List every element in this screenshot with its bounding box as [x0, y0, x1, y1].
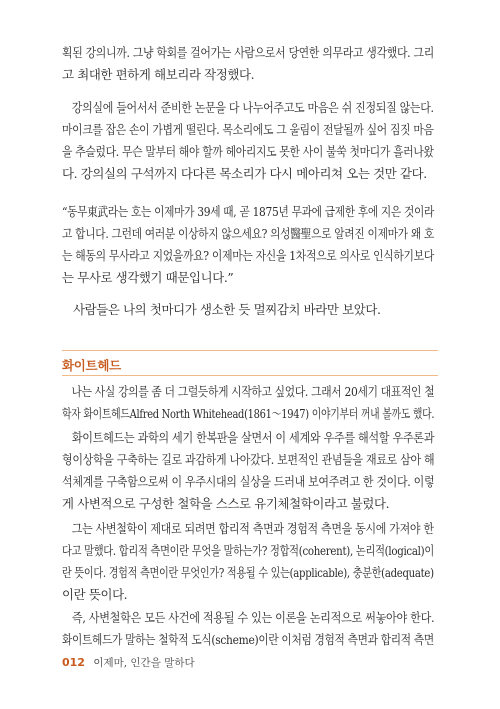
section-title: 화이트헤드 — [62, 358, 121, 373]
page-number: 012 — [62, 656, 85, 669]
text-line: 강의실에 들어서서 준비한 논문을 다 나누어주고도 마음은 쉬 진정되질 않는다. — [71, 100, 434, 115]
text-line: 화이트헤드가 말하는 철학적 도식(scheme)이란 이처럼 경험적 측면과 합리적 측면 — [62, 632, 434, 647]
paragraph-scheme — [62, 607, 434, 651]
text-line: 다고 말했다. 합리적 측면이란 무엇을 말하는가? 정합적(coherent), 논리적(logical)이 — [62, 543, 434, 558]
text-line: 형이상학을 구축하는 길로 과감하게 나아갔다. 보편적인 관념들을 재료로 삼아 해 — [62, 452, 435, 467]
text-line: 화이트헤드는 과학의 세기 한복판을 살면서 이 세계와 우주를 해석할 우주론과 — [71, 430, 435, 445]
text-line: 마이크를 잡은 손이 가볍게 떨린다. 목소리에도 그 울림이 전달될까 싶어 짐짓 마음 — [62, 122, 434, 137]
paragraph-lecture-room — [62, 97, 434, 185]
text-line: 나는 사실 강의를 좀 더 그럴듯하게 시작하고 싶었다. 그래서 20세기 대표적인 철 — [71, 384, 435, 399]
text-line: 그는 사변철학이 제대로 되려면 합리적 측면과 경험적 측면을 동시에 가져야 한 — [71, 521, 434, 536]
quote-block — [62, 201, 434, 289]
text-line: 고 합니다. 그런데 여러분 이상하지 않으세요? 의성醫聖으로 알려진 이제마가 왜 호 — [62, 226, 435, 241]
text-line: 을 추슬렀다. 무슨 말부터 해야 할까 헤아리지도 못한 사이 불쑥 첫마디가 흘러나왔 — [62, 144, 434, 159]
paragraph-whitehead-cosmology — [62, 427, 434, 515]
text-line: 란 뜻이다. 경험적 측면이란 무엇인가? 적용될 수 있는(applicable), 충분한(adequate) — [62, 565, 434, 580]
section-rule-bottom — [62, 375, 438, 376]
paragraph-audience — [62, 299, 434, 321]
text-line: 즉, 사변철학은 모든 사건에 적용될 수 있는 이론을 논리적으로 써놓아야 한다. — [71, 610, 435, 625]
running-title: 이제마, 인간을 말하다 — [93, 657, 195, 669]
text-line: 게 사변적으로 구성한 철학을 스스로 유기체철학이라고 불렀다. — [62, 496, 390, 511]
page-footer — [62, 655, 195, 670]
text-line: 획된 강의니까. 그냥 학회를 걸어가는 사람으로서 당연한 의무라고 생각했다. 그리 — [62, 45, 434, 60]
paragraph-speculative-philosophy — [62, 518, 434, 606]
text-line: 석체계를 구축함으로써 이 우주시대의 실상을 드러내 보여주려고 한 것이다. 이렇 — [62, 474, 435, 489]
text-line: 는 해동의 무사라고 지었을까요? 이제마는 자신을 1차적으로 의사로 인식하기보다 — [62, 248, 434, 263]
paragraph-whitehead-intro — [62, 381, 434, 425]
text-line: 고 최대한 편하게 해보리라 작정했다. — [62, 67, 255, 82]
text-line: 학자 화이트헤드Alfred North Whitehead(1861～1947) 이야기부터 꺼내 볼까도 했다. — [62, 406, 435, 421]
section-rule-top — [62, 350, 438, 351]
text-line: 다. 강의실의 구석까지 다다른 목소리가 다시 메아리쳐 오는 것만 같다. — [62, 166, 427, 181]
text-line: 이란 뜻이다. — [62, 587, 128, 602]
text-line: 는 무사로 생각했기 때문입니다.” — [62, 270, 234, 285]
paragraph-intro-continuation — [62, 42, 434, 86]
text-line: 사람들은 나의 첫마디가 생소한 듯 멀찌감치 바라만 보았다. — [73, 302, 381, 317]
text-line: “동무東武라는 호는 이제마가 39세 때, 곧 1875년 무과에 급제한 후에 지은 것이라 — [62, 204, 435, 219]
